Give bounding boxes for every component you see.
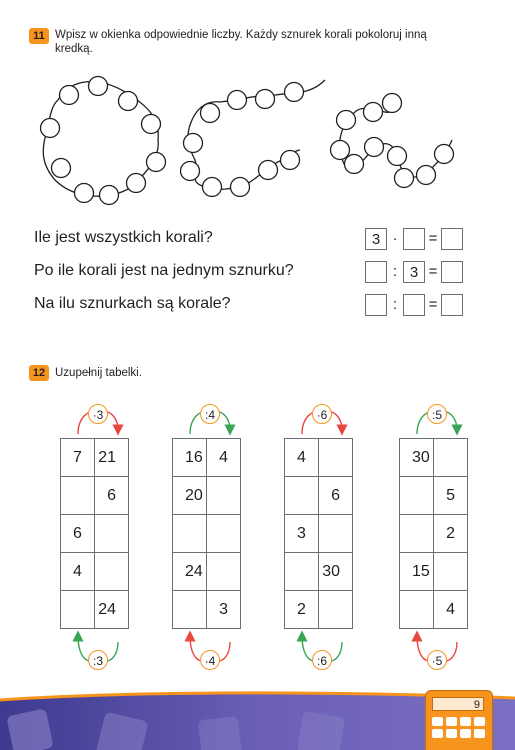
table-4-cell[interactable]: 15 bbox=[400, 553, 434, 591]
table-row bbox=[61, 439, 129, 477]
table-2-cell[interactable]: 4 bbox=[207, 439, 241, 477]
table-3-cell[interactable]: 4 bbox=[285, 439, 319, 477]
table-row bbox=[61, 477, 129, 515]
table-row bbox=[61, 553, 129, 591]
task-12-number: 12 bbox=[29, 365, 49, 381]
table-3 bbox=[284, 438, 353, 629]
table-3-cell[interactable]: 3 bbox=[285, 515, 319, 553]
table-row bbox=[400, 439, 468, 477]
task-11-instruction-line1: Wpisz w okienka odpowiednie liczby. Każdy sznurek korali pokoloruj inną bbox=[55, 29, 427, 41]
table-1-cell[interactable]: 6 bbox=[95, 477, 129, 515]
table-4-cell[interactable] bbox=[400, 477, 434, 515]
table-row bbox=[400, 591, 468, 629]
table-2-cell[interactable] bbox=[173, 591, 207, 629]
question-2-equals: = bbox=[428, 263, 438, 280]
table-1-top-operator: ·3 bbox=[88, 404, 108, 424]
table-row bbox=[173, 439, 241, 477]
table-3-top-operator: ·6 bbox=[312, 404, 332, 424]
table-3-bottom-operator: :6 bbox=[312, 650, 332, 670]
task-11-number: 11 bbox=[29, 28, 49, 44]
question-3-operator: : bbox=[392, 296, 398, 313]
table-1-cell[interactable]: 24 bbox=[95, 591, 129, 629]
table-2-cell[interactable]: 20 bbox=[173, 477, 207, 515]
table-2-cell[interactable]: 24 bbox=[173, 553, 207, 591]
table-row bbox=[400, 477, 468, 515]
table-2-cell[interactable]: 3 bbox=[207, 591, 241, 629]
question-2-box-b[interactable]: 3 bbox=[403, 261, 425, 283]
table-row bbox=[285, 439, 353, 477]
question-1-equals: = bbox=[428, 230, 438, 247]
table-1-cell[interactable] bbox=[61, 591, 95, 629]
table-2-cell[interactable] bbox=[207, 477, 241, 515]
table-3-cell[interactable] bbox=[285, 553, 319, 591]
table-4-cell[interactable]: 30 bbox=[400, 439, 434, 477]
table-2-bottom-operator: ·4 bbox=[200, 650, 220, 670]
task-11-instruction-line2: kredką. bbox=[55, 43, 93, 55]
calculator-display: 9 bbox=[432, 697, 484, 711]
table-1-cell[interactable]: 21 bbox=[95, 439, 129, 477]
table-2-cell[interactable] bbox=[173, 515, 207, 553]
table-1-cell[interactable]: 4 bbox=[61, 553, 95, 591]
table-4-cell[interactable]: 2 bbox=[434, 515, 468, 553]
table-2 bbox=[172, 438, 241, 629]
table-4-cell[interactable] bbox=[400, 591, 434, 629]
table-row bbox=[285, 515, 353, 553]
table-3-cell[interactable] bbox=[285, 477, 319, 515]
table-1-cell[interactable]: 6 bbox=[61, 515, 95, 553]
table-3-cell[interactable] bbox=[319, 515, 353, 553]
question-1-box-a[interactable]: 3 bbox=[365, 228, 387, 250]
table-2-top-operator: :4 bbox=[200, 404, 220, 424]
table-4-cell[interactable]: 5 bbox=[434, 477, 468, 515]
table-1-cell[interactable]: 7 bbox=[61, 439, 95, 477]
table-3-cell[interactable]: 6 bbox=[319, 477, 353, 515]
table-4-cell[interactable] bbox=[434, 553, 468, 591]
table-row bbox=[400, 553, 468, 591]
table-row bbox=[285, 477, 353, 515]
table-1-cell[interactable] bbox=[95, 553, 129, 591]
question-3-equals: = bbox=[428, 296, 438, 313]
table-4-cell[interactable] bbox=[434, 439, 468, 477]
calculator-icon bbox=[425, 690, 493, 750]
question-1-operator: · bbox=[392, 230, 398, 247]
table-1-bottom-operator: :3 bbox=[88, 650, 108, 670]
table-4-cell[interactable] bbox=[400, 515, 434, 553]
table-row bbox=[173, 477, 241, 515]
table-1 bbox=[60, 438, 129, 629]
table-1-cell[interactable] bbox=[95, 515, 129, 553]
task-12-instruction: Uzupełnij tabelki. bbox=[55, 367, 142, 379]
table-2-cell[interactable]: 16 bbox=[173, 439, 207, 477]
footer-decoration bbox=[0, 688, 515, 750]
table-row bbox=[173, 553, 241, 591]
table-4-top-operator: :5 bbox=[427, 404, 447, 424]
question-2-text: Po ile korali jest na jednym sznurku? bbox=[34, 262, 294, 279]
table-row bbox=[400, 515, 468, 553]
table-2-cell[interactable] bbox=[207, 515, 241, 553]
table-3-cell[interactable] bbox=[319, 439, 353, 477]
table-3-cell[interactable]: 30 bbox=[319, 553, 353, 591]
question-2-operator: : bbox=[392, 263, 398, 280]
table-row bbox=[285, 591, 353, 629]
table-row bbox=[173, 515, 241, 553]
table-3-cell[interactable] bbox=[319, 591, 353, 629]
table-3-cell[interactable]: 2 bbox=[285, 591, 319, 629]
table-4-cell[interactable]: 4 bbox=[434, 591, 468, 629]
table-4 bbox=[399, 438, 468, 629]
table-row bbox=[61, 591, 129, 629]
table-4-bottom-operator: ·5 bbox=[427, 650, 447, 670]
calculator-keys bbox=[432, 717, 486, 738]
question-3-text: Na ilu sznurkach są korale? bbox=[34, 295, 231, 312]
question-1-text: Ile jest wszystkich korali? bbox=[34, 229, 213, 246]
table-row bbox=[61, 515, 129, 553]
table-1-cell[interactable] bbox=[61, 477, 95, 515]
table-row bbox=[173, 591, 241, 629]
table-2-cell[interactable] bbox=[207, 553, 241, 591]
table-row bbox=[285, 553, 353, 591]
